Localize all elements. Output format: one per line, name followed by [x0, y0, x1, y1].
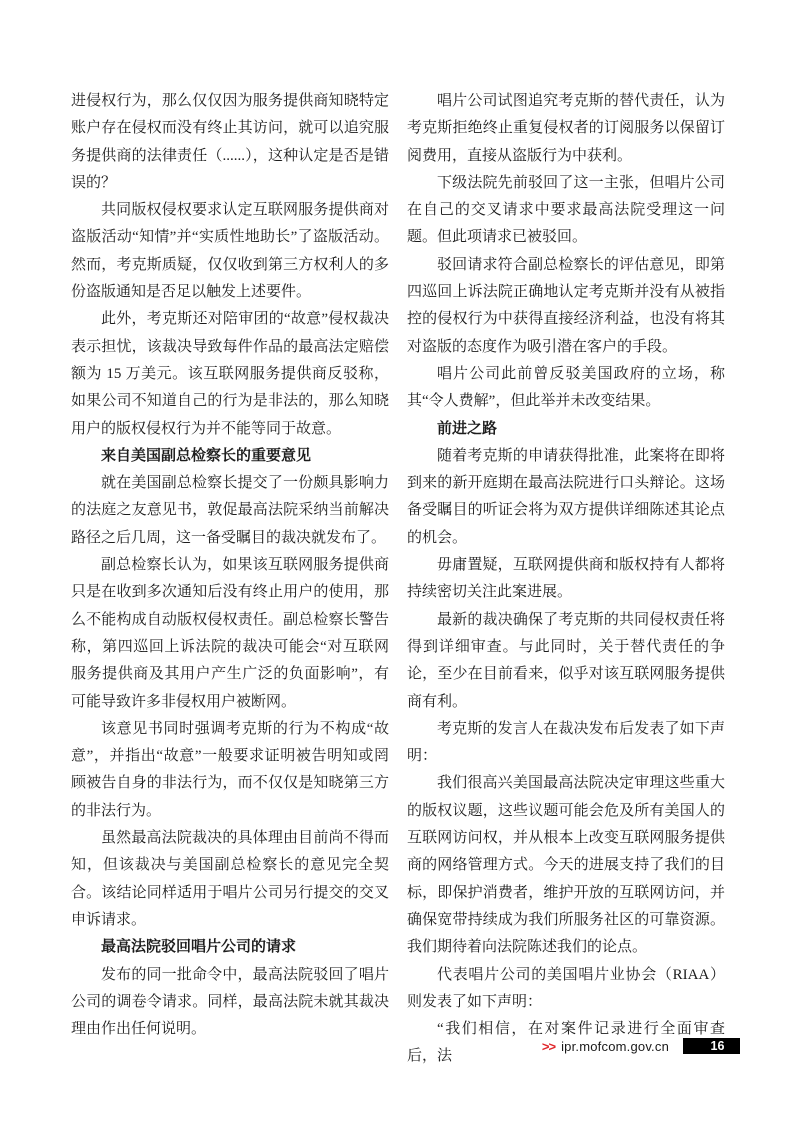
paragraph: 共同版权侵权要求认定互联网服务提供商对盗版活动“知情”并“实质性地助长”了盗版活动。然而，考克斯质疑，仅仅收到第三方权利人的多份盗版通知是否足以触发上述要件。 — [71, 202, 389, 301]
paragraph: 进侵权行为，那么仅仅因为服务提供商知晓特定账户存在侵权而没有终止其访问，就可以追究服务提供商的法律责任（......），这种认定是否是错误的？ — [71, 93, 389, 191]
paragraph: 虽然最高法院裁决的具体理由目前尚不得而知，但该裁决与美国副总检察长的意见完全契合。该结论同样适用于唱片公司另行提交的交叉申诉请求。 — [71, 830, 389, 928]
paragraph: “我们相信，在对案件记录进行全面审查后，法 — [407, 1021, 725, 1065]
paragraph: 考克斯的发言人在裁决发布后发表了如下声明： — [407, 720, 725, 765]
paragraph: 副总检察长认为，如果该互联网服务提供商只是在收到多次通知后没有终止用户的使用，那么不能构成自动版权侵权责任。副总检察长警告称，第四巡回上诉法院的裁决可能会“对互联网服务提供商及其用户产生广泛的负面影响”，有可能导致许多非侵权用户被断网。 — [71, 557, 389, 710]
paragraph: 代表唱片公司的美国唱片业协会（RIAA）则发表了如下声明： — [407, 966, 725, 1010]
paragraph: 我们很高兴美国最高法院决定审理这些重大的版权议题，这些议题可能会危及所有美国人的互联网访问权，并从根本上改变互联网服务提供商的网络管理方式。今天的进展支持了我们的目标，即保护消费者，维护开放的互联网访问，并确保宽带持续成为我们所服务社区的可靠资源。我们期待着向法院陈述我们的论点。 — [407, 775, 725, 956]
paragraph: 此外，考克斯还对陪审团的“故意”侵权裁决表示担忧，该裁决导致每件作品的最高法定赔偿额为 15 万美元。该互联网服务提供商反驳称，如果公司不知道自己的行为是非法的，那么知晓用户的版权侵权行为并不能等同于故意。 — [71, 311, 389, 437]
paragraph: 发布的同一批命令中，最高法院驳回了唱片公司的调卷令请求。同样，最高法院未就其裁决理由作出任何说明。 — [71, 966, 389, 1038]
paragraph: 唱片公司此前曾反驳美国政府的立场，称其“令人费解”，但此举并未改变结果。 — [407, 365, 725, 410]
right-text-column — [407, 88, 725, 1071]
section-heading: 前进之路 — [437, 420, 498, 437]
section-heading: 最高法院驳回唱片公司的请求 — [101, 939, 297, 956]
paragraph: 下级法院先前驳回了这一主张，但唱片公司在自己的交叉请求中要求最高法院受理这一问题。但此项请求已被驳回。 — [407, 174, 725, 246]
section-heading: 来自美国副总检察长的重要意见 — [101, 447, 312, 464]
paragraph: 最新的裁决确保了考克斯的共同侵权责任将得到详细审查。与此同时，关于替代责任的争论，至少在目前看来，似乎对该互联网服务提供商有利。 — [407, 611, 725, 710]
footer-site-url[interactable]: ipr.mofcom.gov.cn — [561, 1038, 669, 1054]
paragraph: 唱片公司试图追究考克斯的替代责任，认为考克斯拒绝终止重复侵权者的订阅服务以保留订阅费用，直接从盗版行为中获利。 — [407, 93, 725, 164]
page-footer — [542, 1038, 740, 1054]
paragraph: 该意见书同时强调考克斯的行为不构成“故意”，并指出“故意”一般要求证明被告明知或罔顾被告自身的非法行为，而不仅仅是知晓第三方的非法行为。 — [71, 720, 389, 819]
paragraph: 驳回请求符合副总检察长的评估意见，即第四巡回上诉法院正确地认定考克斯并没有从被指控的侵权行为中获得直接经济利益，也没有将其对盗版的态度作为吸引潜在客户的手段。 — [407, 256, 725, 355]
page-number-badge: 16 — [683, 1038, 740, 1054]
paragraph: 就在美国副总检察长提交了一份颇具影响力的法庭之友意见书，敦促最高法院采纳当前解决路径之后几周，这一备受瞩目的裁决就发布了。 — [71, 475, 389, 546]
paragraph: 随着考克斯的申请获得批准，此案将在即将到来的新开庭期在最高法院进行口头辩论。这场备受瞩目的听证会将为双方提供详细陈述其论点的机会。 — [407, 447, 725, 546]
footer-chevron-icon: >> — [541, 1038, 556, 1054]
left-text-column — [71, 88, 389, 1043]
paragraph: 毋庸置疑，互联网提供商和版权持有人都将持续密切关注此案进展。 — [407, 557, 725, 601]
